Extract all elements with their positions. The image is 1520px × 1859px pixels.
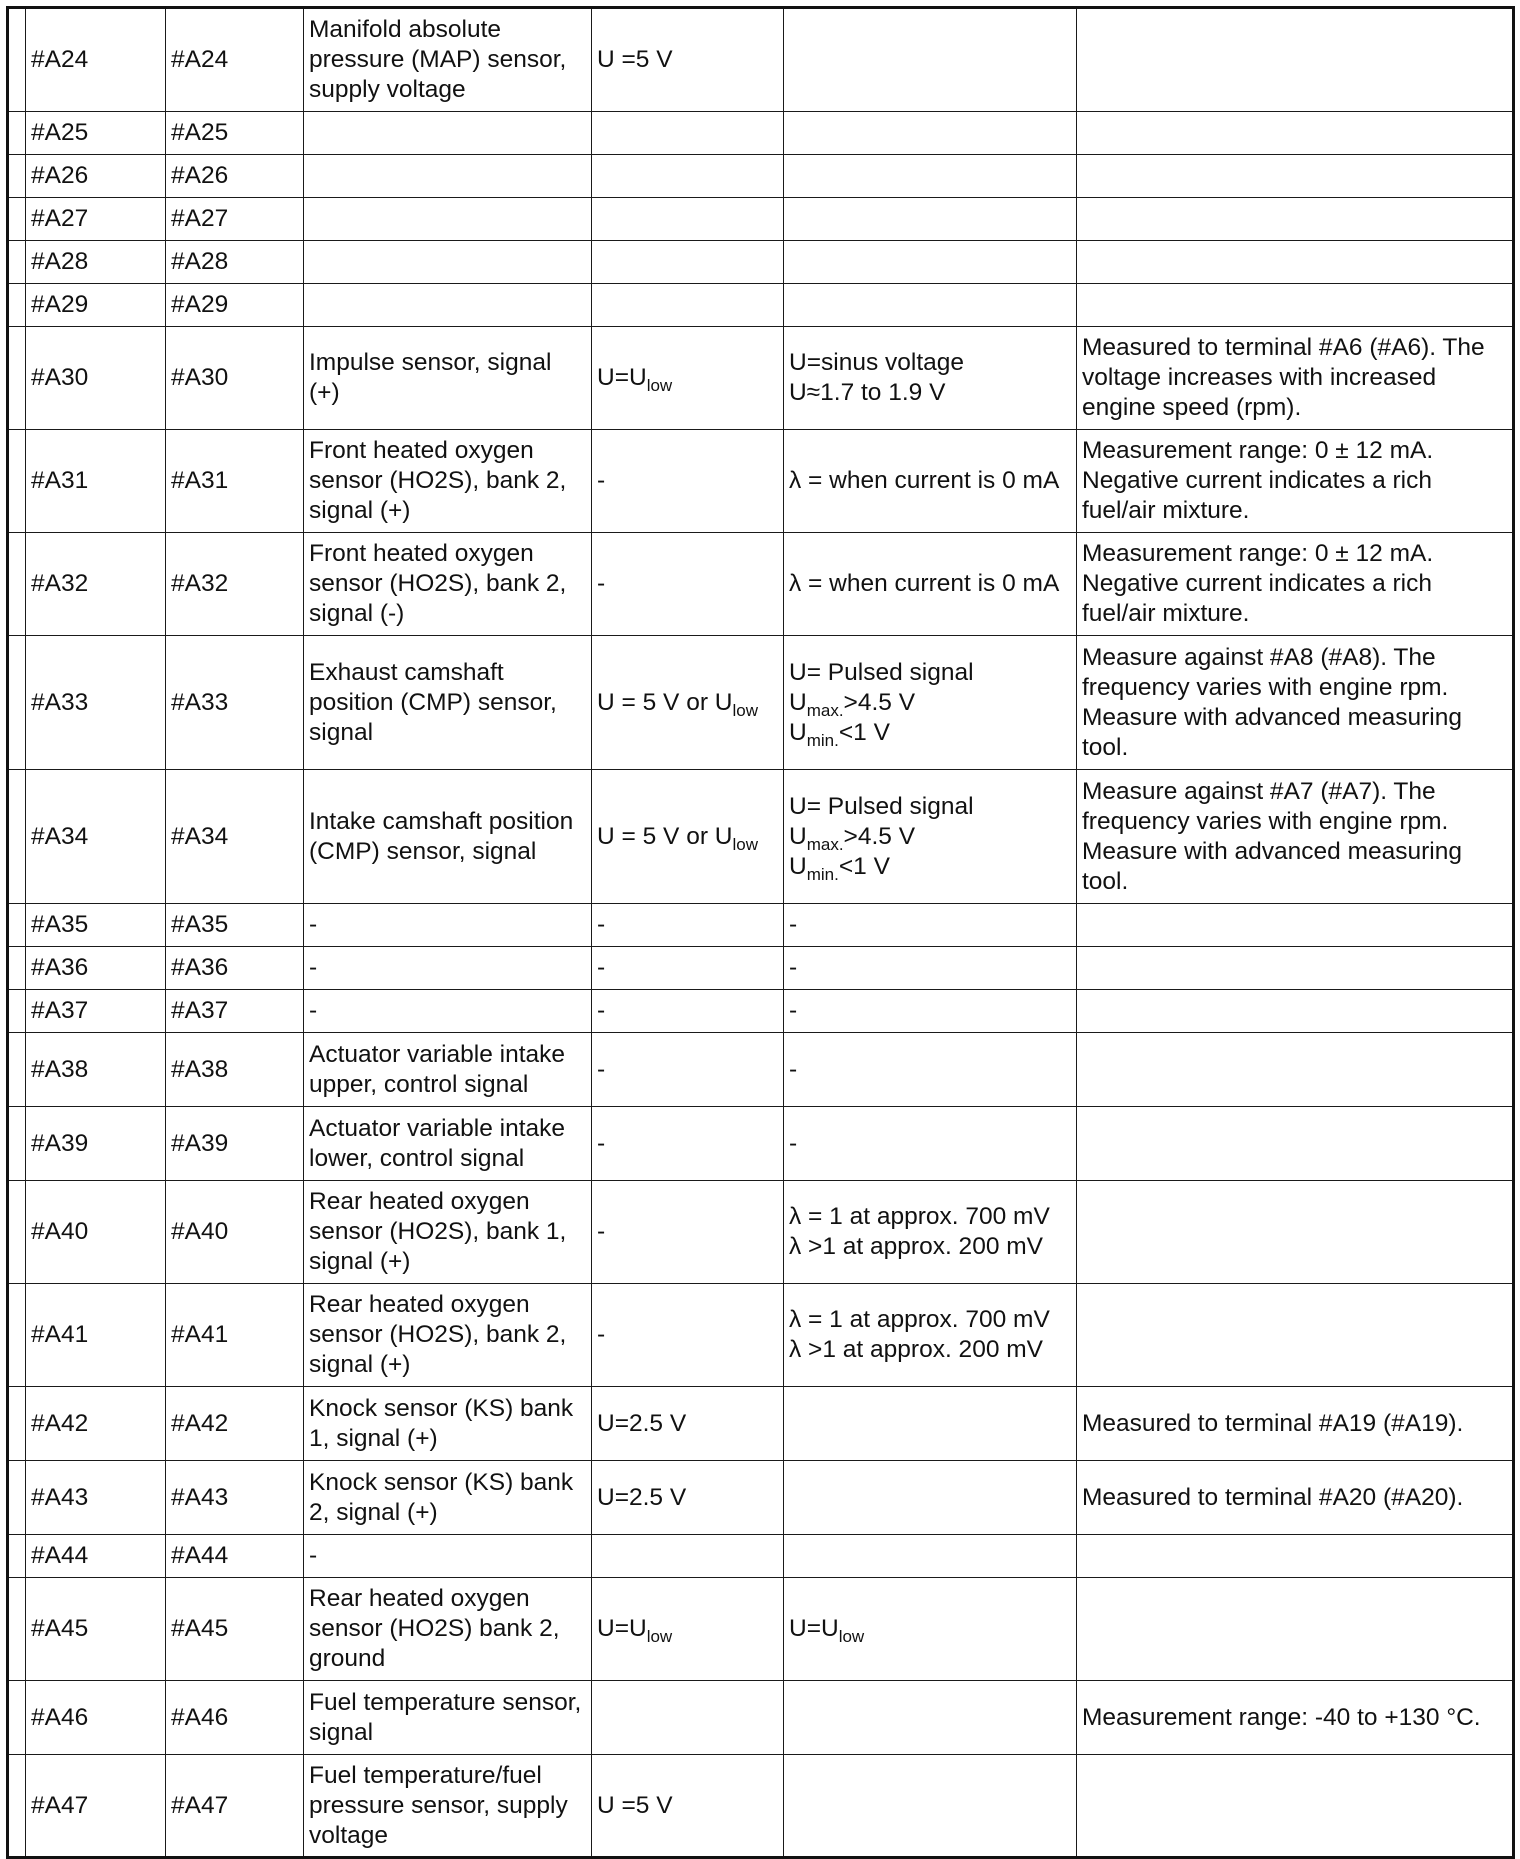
value-a-cell [592, 241, 784, 284]
terminal-id: #A42 [26, 1387, 166, 1461]
margin-cell [8, 327, 26, 430]
terminal-id: #A27 [26, 198, 166, 241]
value-subscript: low [646, 376, 673, 395]
description-cell [304, 198, 592, 241]
notes-cell: Measurement range: 0 ± 12 mA. Negative current indicates a rich fuel/air mixture. [1077, 533, 1514, 636]
table-row [8, 636, 1514, 770]
terminal-id-alt: #A40 [166, 1181, 304, 1284]
value-subscript: max. [806, 700, 844, 720]
margin-cell [8, 636, 26, 770]
terminal-id-alt: #A47 [166, 1755, 304, 1858]
value-b-line [789, 718, 1071, 748]
notes-cell: Measured to terminal #A6 (#A6). The voltage increases with increased engine speed (rpm). [1077, 327, 1514, 430]
table-row [8, 947, 1514, 990]
margin-cell [8, 155, 26, 198]
value-b-cell [784, 8, 1077, 112]
description-cell: - [304, 990, 592, 1033]
table-row [8, 990, 1514, 1033]
value-a-cell: U =5 V [592, 1755, 784, 1858]
value-b-cell [784, 1461, 1077, 1535]
value-a-cell [592, 198, 784, 241]
value-a-cell [592, 1681, 784, 1755]
value-a-cell: - [592, 1033, 784, 1107]
value-b-cell [784, 1284, 1077, 1387]
value-b-cell: λ = when current is 0 mA [784, 430, 1077, 533]
margin-cell [8, 1181, 26, 1284]
margin-cell [8, 241, 26, 284]
margin-cell [8, 533, 26, 636]
value-a-cell [592, 284, 784, 327]
notes-cell [1077, 198, 1514, 241]
value-b-cell [784, 112, 1077, 155]
terminal-id-alt: #A35 [166, 904, 304, 947]
description-cell: Rear heated oxygen sensor (HO2S), bank 2, signal (+) [304, 1284, 592, 1387]
value-b-line: λ >1 at approx. 200 mV [789, 1336, 1043, 1363]
value-b-cell [784, 636, 1077, 770]
notes-cell [1077, 1755, 1514, 1858]
terminal-id-alt: #A44 [166, 1535, 304, 1578]
terminal-id-alt: #A37 [166, 990, 304, 1033]
value-b-cell [784, 284, 1077, 327]
notes-cell [1077, 155, 1514, 198]
notes-cell [1077, 1107, 1514, 1181]
value-a-cell: - [592, 947, 784, 990]
description-cell: Knock sensor (KS) bank 2, signal (+) [304, 1461, 592, 1535]
table-row [8, 241, 1514, 284]
value-a-cell: - [592, 990, 784, 1033]
margin-cell [8, 1578, 26, 1681]
value-a-cell [592, 1578, 784, 1681]
value-b-cell: λ = when current is 0 mA [784, 533, 1077, 636]
margin-cell [8, 1461, 26, 1535]
margin-cell [8, 1033, 26, 1107]
terminal-id-alt: #A26 [166, 155, 304, 198]
margin-cell [8, 284, 26, 327]
value-tail: <1 V [838, 718, 890, 746]
margin-cell [8, 8, 26, 112]
page [6, 6, 1512, 1849]
description-cell: Front heated oxygen sensor (HO2S), bank 2, signal (+) [304, 430, 592, 533]
notes-cell [1077, 112, 1514, 155]
description-cell: Actuator variable intake lower, control signal [304, 1107, 592, 1181]
value-a-cell [592, 1535, 784, 1578]
value-main: U = 5 V or U [597, 822, 733, 850]
terminal-id-alt: #A36 [166, 947, 304, 990]
value-main: U= Pulsed signal [789, 658, 974, 686]
value-b-line [789, 792, 1071, 822]
terminal-id: #A47 [26, 1755, 166, 1858]
value-main: U= Pulsed signal [789, 792, 974, 820]
notes-cell: Measured to terminal #A19 (#A19). [1077, 1387, 1514, 1461]
terminal-id-alt: #A24 [166, 8, 304, 112]
notes-cell: Measurement range: -40 to +130 °C. [1077, 1681, 1514, 1755]
value-b-line: λ >1 at approx. 200 mV [789, 1233, 1043, 1260]
table-row [8, 155, 1514, 198]
table-row [8, 1387, 1514, 1461]
table-row [8, 1578, 1514, 1681]
value-b-cell: - [784, 1033, 1077, 1107]
value-subscript: max. [806, 834, 844, 854]
margin-cell [8, 990, 26, 1033]
value-b-cell: - [784, 990, 1077, 1033]
description-cell: Intake camshaft position (CMP) sensor, signal [304, 770, 592, 904]
margin-cell [8, 1535, 26, 1578]
description-cell: Exhaust camshaft position (CMP) sensor, signal [304, 636, 592, 770]
terminal-id-alt: #A43 [166, 1461, 304, 1535]
description-cell: - [304, 947, 592, 990]
notes-cell [1077, 1284, 1514, 1387]
terminal-id-alt: #A25 [166, 112, 304, 155]
terminal-id: #A31 [26, 430, 166, 533]
description-cell: Impulse sensor, signal (+) [304, 327, 592, 430]
notes-cell [1077, 1033, 1514, 1107]
value-a-cell [592, 155, 784, 198]
value-main: U [789, 822, 807, 850]
notes-cell [1077, 1578, 1514, 1681]
table-row [8, 533, 1514, 636]
description-cell: Knock sensor (KS) bank 1, signal (+) [304, 1387, 592, 1461]
notes-cell: Measure against #A8 (#A8). The frequency varies with engine rpm. Measure with advanced measuring tool. [1077, 636, 1514, 770]
table-row [8, 284, 1514, 327]
notes-cell [1077, 947, 1514, 990]
terminal-id: #A32 [26, 533, 166, 636]
description-cell [304, 112, 592, 155]
value-a-cell: - [592, 1107, 784, 1181]
terminal-id: #A39 [26, 1107, 166, 1181]
terminal-id-alt: #A38 [166, 1033, 304, 1107]
terminal-id: #A34 [26, 770, 166, 904]
value-a-cell: - [592, 1181, 784, 1284]
value-b-line: U=sinus voltage [789, 349, 965, 376]
description-cell: Manifold absolute pressure (MAP) sensor, supply voltage [304, 8, 592, 112]
description-cell [304, 284, 592, 327]
value-b-line: U≈1.7 to 1.9 V [789, 379, 946, 406]
value-b-line [789, 822, 1071, 852]
description-cell: Fuel temperature sensor, signal [304, 1681, 592, 1755]
terminal-id: #A28 [26, 241, 166, 284]
margin-cell [8, 1107, 26, 1181]
terminal-id-alt: #A41 [166, 1284, 304, 1387]
terminal-id: #A30 [26, 327, 166, 430]
table-row [8, 1107, 1514, 1181]
terminal-id: #A43 [26, 1461, 166, 1535]
value-a-cell [592, 636, 784, 770]
value-subscript: low [732, 834, 758, 854]
value-b-cell [784, 198, 1077, 241]
table-row [8, 1181, 1514, 1284]
table-row [8, 112, 1514, 155]
terminal-id: #A46 [26, 1681, 166, 1755]
value-b-line: λ = 1 at approx. 700 mV [789, 1203, 1050, 1230]
value-b-cell [784, 1681, 1077, 1755]
value-b-cell [784, 1181, 1077, 1284]
terminal-table [6, 6, 1515, 1859]
notes-cell [1077, 1181, 1514, 1284]
value-b-line [789, 688, 1071, 718]
notes-cell [1077, 904, 1514, 947]
table-row [8, 198, 1514, 241]
terminal-id-alt: #A46 [166, 1681, 304, 1755]
margin-cell [8, 430, 26, 533]
margin-cell [8, 1681, 26, 1755]
value-main: U=U [597, 1615, 647, 1642]
value-b-line: λ = 1 at approx. 700 mV [789, 1306, 1050, 1333]
terminal-id-alt: #A29 [166, 284, 304, 327]
terminal-id: #A44 [26, 1535, 166, 1578]
value-a-cell: - [592, 904, 784, 947]
table-row [8, 430, 1514, 533]
table-row [8, 1681, 1514, 1755]
value-b-cell [784, 1535, 1077, 1578]
terminal-id: #A25 [26, 112, 166, 155]
value-main: U [789, 718, 807, 746]
value-main: U = 5 V or U [597, 688, 733, 716]
terminal-id-alt: #A34 [166, 770, 304, 904]
value-subscript: min. [806, 730, 839, 750]
notes-cell: Measurement range: 0 ± 12 mA. Negative current indicates a rich fuel/air mixture. [1077, 430, 1514, 533]
value-a-cell: U =5 V [592, 8, 784, 112]
table-row [8, 8, 1514, 112]
margin-cell [8, 947, 26, 990]
margin-cell [8, 770, 26, 904]
description-cell: - [304, 1535, 592, 1578]
terminal-id-alt: #A30 [166, 327, 304, 430]
value-main: U [789, 688, 807, 716]
value-b-cell: - [784, 904, 1077, 947]
table-row [8, 770, 1514, 904]
description-cell: Actuator variable intake upper, control signal [304, 1033, 592, 1107]
value-b-cell [784, 241, 1077, 284]
margin-cell [8, 112, 26, 155]
value-a-cell: U=2.5 V [592, 1387, 784, 1461]
margin-cell [8, 198, 26, 241]
value-b-cell [784, 327, 1077, 430]
value-b-cell: - [784, 947, 1077, 990]
terminal-id: #A41 [26, 1284, 166, 1387]
terminal-id: #A33 [26, 636, 166, 770]
description-cell: Rear heated oxygen sensor (HO2S), bank 1, signal (+) [304, 1181, 592, 1284]
notes-cell [1077, 241, 1514, 284]
value-subscript: low [732, 700, 758, 720]
value-b-cell [784, 1755, 1077, 1858]
terminal-id: #A45 [26, 1578, 166, 1681]
margin-cell [8, 904, 26, 947]
table-row [8, 327, 1514, 430]
terminal-id: #A37 [26, 990, 166, 1033]
margin-cell [8, 1755, 26, 1858]
table-row [8, 1284, 1514, 1387]
description-cell: - [304, 904, 592, 947]
value-main: U [789, 852, 807, 880]
terminal-id: #A36 [26, 947, 166, 990]
table-row [8, 1033, 1514, 1107]
notes-cell [1077, 284, 1514, 327]
margin-cell [8, 1284, 26, 1387]
description-cell: Front heated oxygen sensor (HO2S), bank 2, signal (-) [304, 533, 592, 636]
description-cell: Fuel temperature/fuel pressure sensor, supply voltage [304, 1755, 592, 1858]
notes-cell [1077, 1535, 1514, 1578]
value-a-cell: - [592, 430, 784, 533]
value-b-cell [784, 155, 1077, 198]
table-row [8, 1461, 1514, 1535]
terminal-id: #A26 [26, 155, 166, 198]
value-b-cell [784, 770, 1077, 904]
margin-cell [8, 1387, 26, 1461]
value-a-cell [592, 112, 784, 155]
terminal-id-alt: #A32 [166, 533, 304, 636]
terminal-id-alt: #A28 [166, 241, 304, 284]
terminal-id-alt: #A31 [166, 430, 304, 533]
description-cell [304, 241, 592, 284]
value-a-cell: - [592, 533, 784, 636]
terminal-id: #A24 [26, 8, 166, 112]
value-a-cell [592, 327, 784, 430]
notes-cell: Measure against #A7 (#A7). The frequency varies with engine rpm. Measure with advanced measuring tool. [1077, 770, 1514, 904]
value-subscript: min. [806, 864, 839, 884]
value-b-line [789, 852, 1071, 882]
terminal-id-alt: #A33 [166, 636, 304, 770]
value-subscript: low [838, 1627, 865, 1646]
value-main: U=U [789, 1615, 839, 1642]
value-main: U=U [597, 364, 647, 391]
description-cell: Rear heated oxygen sensor (HO2S) bank 2, ground [304, 1578, 592, 1681]
terminal-id-alt: #A45 [166, 1578, 304, 1681]
description-cell [304, 155, 592, 198]
terminal-id: #A29 [26, 284, 166, 327]
notes-cell [1077, 990, 1514, 1033]
value-tail: >4.5 V [843, 688, 916, 716]
terminal-id: #A40 [26, 1181, 166, 1284]
value-subscript: low [646, 1627, 673, 1646]
terminal-id: #A35 [26, 904, 166, 947]
terminal-id-alt: #A42 [166, 1387, 304, 1461]
value-b-cell [784, 1387, 1077, 1461]
value-tail: <1 V [838, 852, 890, 880]
notes-cell: Measured to terminal #A20 (#A20). [1077, 1461, 1514, 1535]
table-row [8, 904, 1514, 947]
value-a-cell [592, 770, 784, 904]
table-body [8, 8, 1514, 1858]
value-b-cell [784, 1578, 1077, 1681]
value-b-cell: - [784, 1107, 1077, 1181]
table-row [8, 1755, 1514, 1858]
terminal-id-alt: #A39 [166, 1107, 304, 1181]
notes-cell [1077, 8, 1514, 112]
value-tail: >4.5 V [843, 822, 916, 850]
value-a-cell: - [592, 1284, 784, 1387]
value-a-cell: U=2.5 V [592, 1461, 784, 1535]
terminal-id-alt: #A27 [166, 198, 304, 241]
terminal-id: #A38 [26, 1033, 166, 1107]
table-row [8, 1535, 1514, 1578]
value-b-line [789, 658, 1071, 688]
